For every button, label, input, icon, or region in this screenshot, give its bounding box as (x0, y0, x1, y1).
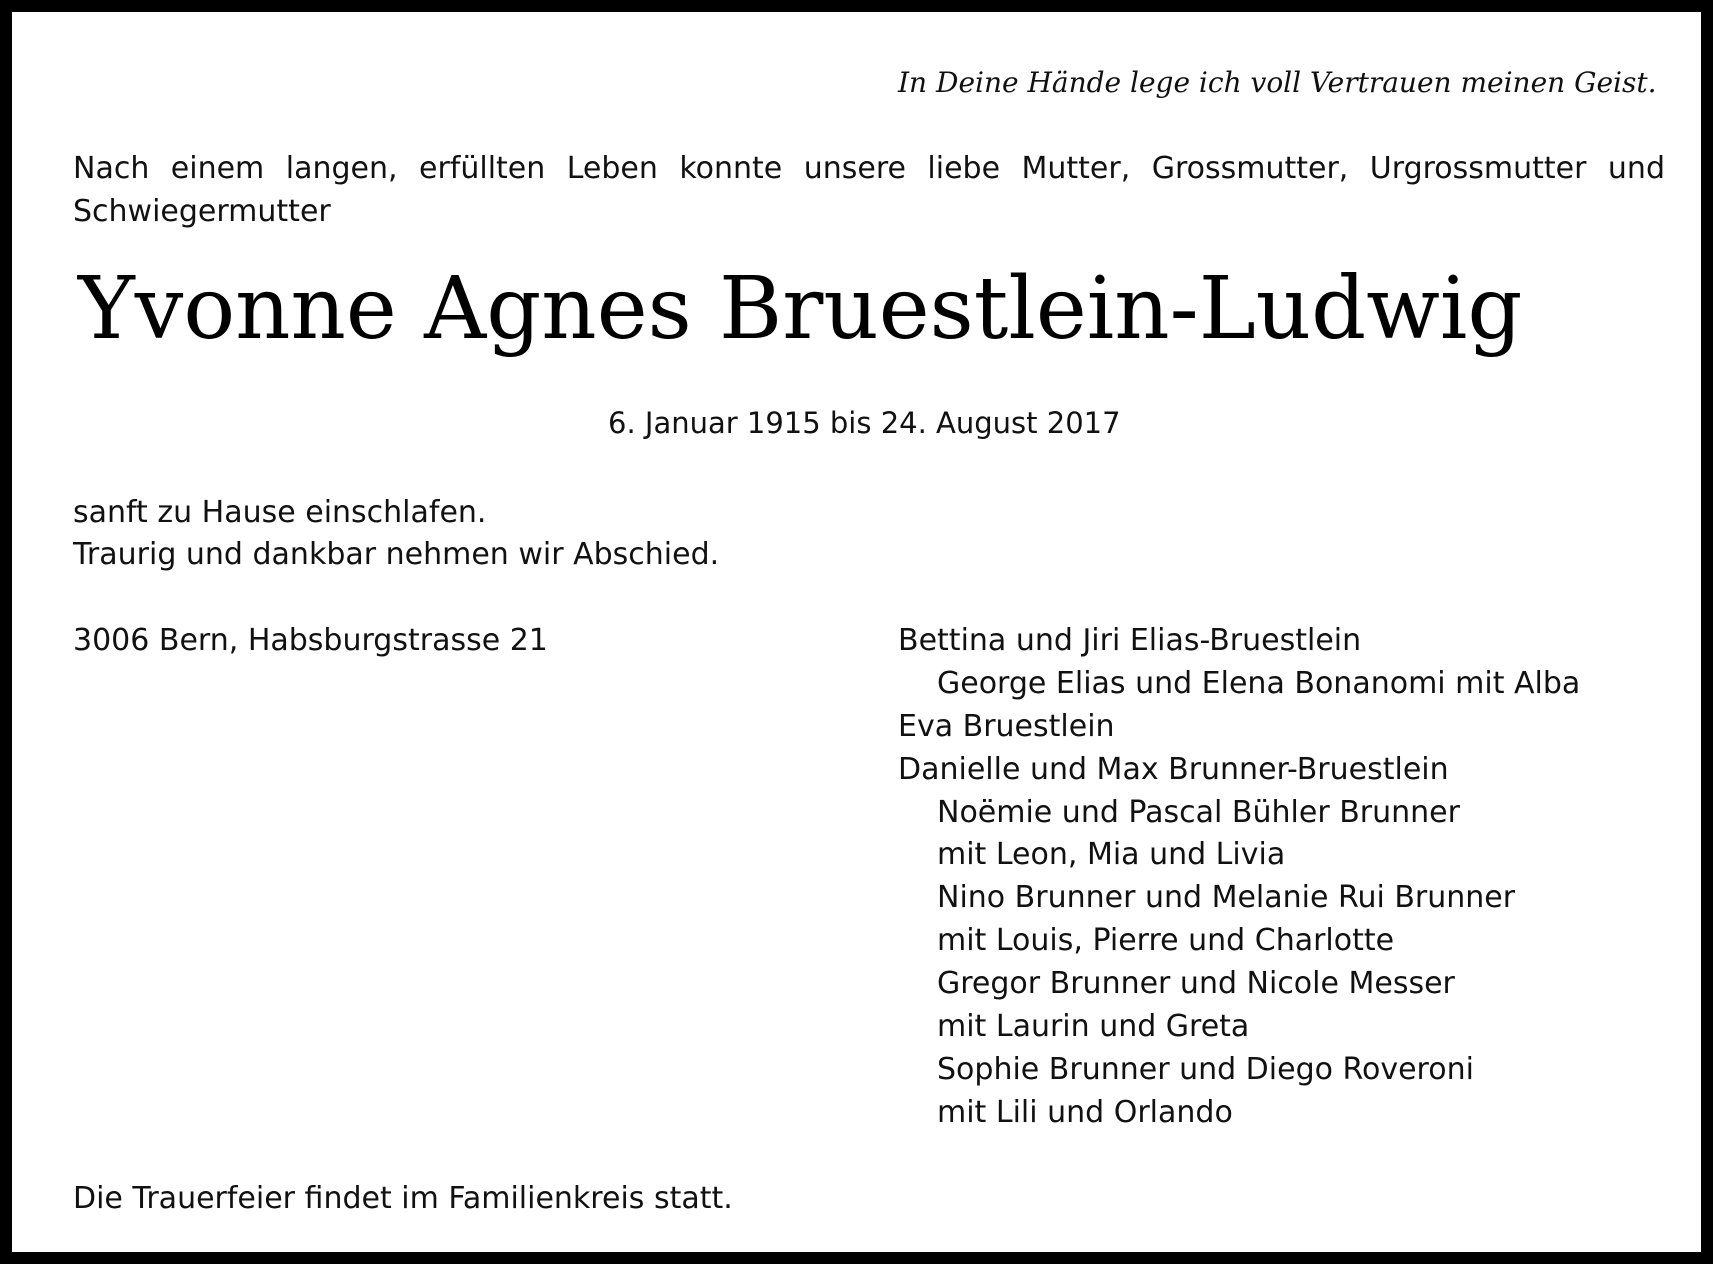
family-line: Nino Brunner und Melanie Rui Brunner (937, 880, 1516, 915)
family-line: mit Louis, Pierre und Charlotte (937, 923, 1395, 958)
life-dates: 6. Januar 1915 bis 24. August 2017 (608, 406, 1121, 440)
body-line-1: sanft zu Hause einschlafen. (73, 495, 487, 530)
family-line: George Elias und Elena Bonanomi mit Alba (937, 666, 1581, 701)
motto-quote: In Deine Hände lege ich voll Vertrauen meinen Geist. (898, 66, 1657, 99)
family-line: mit Lili und Orlando (937, 1095, 1233, 1130)
family-line: Danielle und Max Brunner-Bruestlein (898, 752, 1449, 787)
closing-note: Die Trauerfeier findet im Familienkreis statt. (73, 1181, 733, 1216)
family-line: mit Leon, Mia und Livia (937, 837, 1286, 872)
address: 3006 Bern, Habsburgstrasse 21 (73, 623, 548, 658)
deceased-name: Yvonne Agnes Bruestlein-Ludwig (78, 259, 1523, 359)
family-line: Eva Bruestlein (898, 709, 1115, 744)
body-line-2: Traurig und dankbar nehmen wir Abschied. (73, 537, 720, 572)
family-line: mit Laurin und Greta (937, 1009, 1250, 1044)
family-line: Sophie Brunner und Diego Roveroni (937, 1052, 1474, 1087)
family-line: Gregor Brunner und Nicole Messer (937, 966, 1455, 1001)
family-line: Noëmie und Pascal Bühler Brunner (937, 795, 1460, 830)
family-line: Bettina und Jiri Elias-Bruestlein (898, 623, 1362, 658)
intro-text: Nach einem langen, erfüllten Leben konnte unsere liebe Mutter, Grossmutter, Urgrossmutter und Schwiegermutter (73, 151, 1665, 229)
